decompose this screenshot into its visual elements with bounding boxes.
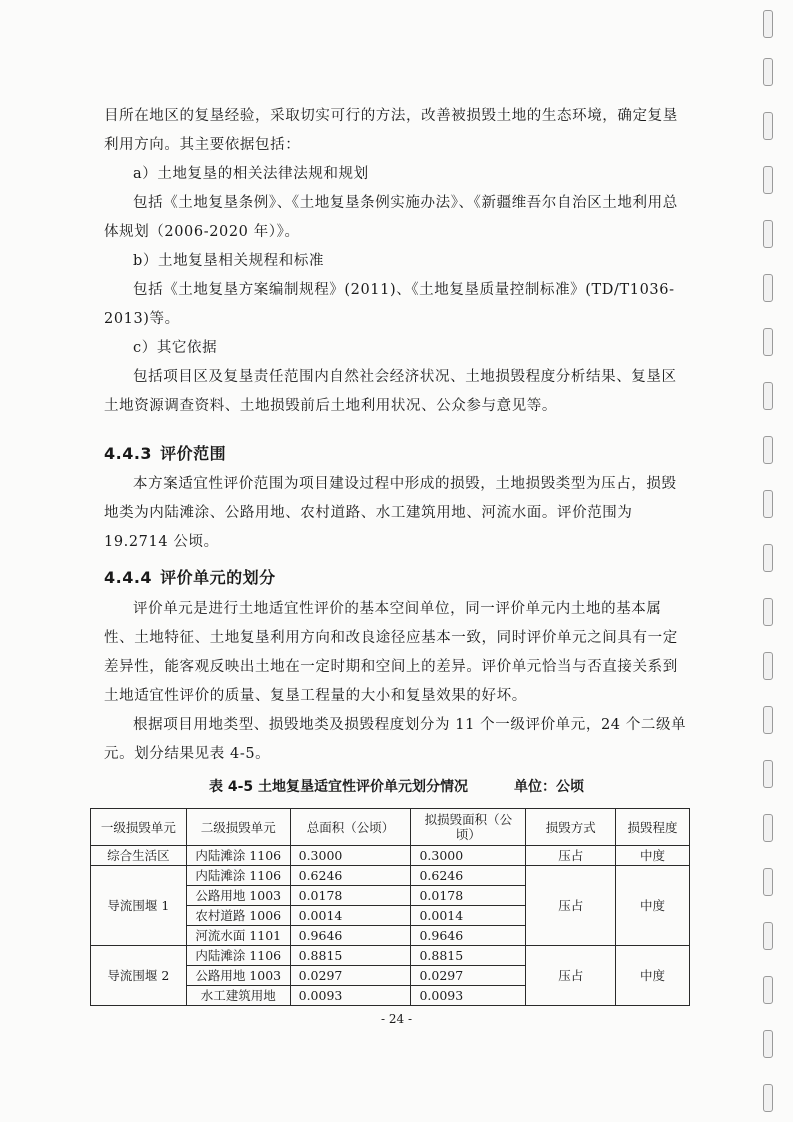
table-row — [91, 846, 690, 866]
section-title: 评价范围 — [160, 444, 227, 463]
paragraph-evaluation-unit-definition: 评价单元是进行土地适宜性评价的基本空间单位，同一评价单元内土地的基本属性、土地特征、土地复垦利用方向和改良途径应基本一致，同时评价单元之间具有一定差异性，能客观反映出土地在一定时期和空间上的差异。评价单元恰当与否直接关系到土地适宜性评价的质量、复垦工程量的大小和复垦效果的好坏。 — [104, 601, 678, 704]
paragraph-basis-a: a）土地复垦的相关法律法规和规划 — [133, 166, 369, 182]
binding-ring — [763, 166, 773, 194]
cell-planned-area: 0.6246 — [411, 866, 526, 886]
cell-damage-method: 压占 — [526, 866, 616, 946]
cell-secondary-unit: 水工建筑用地 — [186, 986, 290, 1006]
header-primary-unit: 一级损毁单元 — [91, 809, 187, 846]
binding-ring — [763, 706, 773, 734]
paragraph-basis-b-detail: 包括《土地复垦方案编制规程》(2011)、《土地复垦质量控制标准》(TD/T1036-2013)等。 — [104, 282, 675, 327]
cell-total-area: 0.0178 — [290, 886, 411, 906]
section-heading-4-4-3 — [104, 441, 226, 464]
paragraph-basis-b: b）土地复垦相关规程和标准 — [133, 253, 325, 269]
cell-planned-area: 0.3000 — [411, 846, 526, 866]
binding-ring — [763, 382, 773, 410]
cell-damage-degree: 中度 — [616, 946, 690, 1006]
binding-ring — [763, 868, 773, 896]
section-number: 4.4.4 — [104, 568, 153, 587]
cell-secondary-unit: 公路用地 1003 — [186, 886, 290, 906]
cell-total-area: 0.0297 — [290, 966, 411, 986]
section-number: 4.4.3 — [104, 444, 153, 463]
paragraph-evaluation-scope: 本方案适宜性评价范围为项目建设过程中形成的损毁，土地损毁类型为压占，损毁地类为内陆滩涂、公路用地、农村道路、水工建筑用地、河流水面。评价范围为 19.2714 公顷。 — [104, 476, 677, 550]
binding-ring — [763, 10, 773, 38]
binding-ring — [763, 220, 773, 248]
table-caption — [0, 776, 793, 796]
binding-ring — [763, 436, 773, 464]
cell-planned-area: 0.0014 — [411, 906, 526, 926]
cell-total-area: 0.8815 — [290, 946, 411, 966]
cell-planned-area: 0.8815 — [411, 946, 526, 966]
cell-total-area: 0.0093 — [290, 986, 411, 1006]
header-secondary-unit: 二级损毁单元 — [186, 809, 290, 846]
cell-total-area: 0.6246 — [290, 866, 411, 886]
table-row — [91, 946, 690, 966]
evaluation-unit-table — [90, 808, 690, 1006]
header-total-area: 总面积（公顷） — [290, 809, 411, 846]
binding-ring — [763, 274, 773, 302]
binding-edge — [763, 0, 779, 1122]
table-header-row — [91, 809, 690, 846]
table-unit: 单位：公顷 — [514, 779, 585, 795]
cell-planned-area: 0.9646 — [411, 926, 526, 946]
cell-secondary-unit: 内陆滩涂 1106 — [186, 866, 290, 886]
section-heading-4-4-4 — [104, 565, 276, 588]
paragraph-basis-c: c）其它依据 — [133, 340, 218, 356]
binding-ring — [763, 814, 773, 842]
cell-damage-method: 压占 — [526, 846, 616, 866]
cell-total-area: 0.9646 — [290, 926, 411, 946]
binding-ring — [763, 112, 773, 140]
binding-ring — [763, 598, 773, 626]
header-damage-degree: 损毁程度 — [616, 809, 690, 846]
cell-primary-unit: 导流围堰 2 — [91, 946, 187, 1006]
table-row — [91, 866, 690, 886]
paragraph-evaluation-unit-division: 根据项目用地类型、损毁地类及损毁程度划分为 11 个一级评价单元，24 个二级单元。划分结果见表 4-5。 — [104, 717, 687, 762]
cell-secondary-unit: 农村道路 1006 — [186, 906, 290, 926]
paragraph-basis-c-detail: 包括项目区及复垦责任范围内自然社会经济状况、土地损毁程度分析结果、复垦区土地资源调查资料、土地损毁前后土地利用状况、公众参与意见等。 — [104, 369, 677, 414]
cell-primary-unit: 综合生活区 — [91, 846, 187, 866]
cell-damage-method: 压占 — [526, 946, 616, 1006]
binding-ring — [763, 58, 773, 86]
cell-damage-degree: 中度 — [616, 866, 690, 946]
cell-planned-area: 0.0178 — [411, 886, 526, 906]
page-number: - 24 - — [380, 1012, 412, 1026]
cell-primary-unit: 导流围堰 1 — [91, 866, 187, 946]
binding-ring — [763, 544, 773, 572]
binding-ring — [763, 1030, 773, 1058]
binding-ring — [763, 976, 773, 1004]
cell-total-area: 0.3000 — [290, 846, 411, 866]
cell-planned-area: 0.0297 — [411, 966, 526, 986]
table-title: 表 4-5 土地复垦适宜性评价单元划分情况 — [208, 779, 469, 795]
section-title: 评价单元的划分 — [160, 568, 276, 587]
cell-damage-degree: 中度 — [616, 846, 690, 866]
paragraph-basis-intro: 目所在地区的复垦经验，采取切实可行的方法，改善被损毁土地的生态环境，确定复垦利用方向。其主要依据包括： — [104, 108, 678, 153]
header-planned-damage-area: 拟损毁面积（公顷） — [411, 809, 526, 846]
cell-secondary-unit: 河流水面 1101 — [186, 926, 290, 946]
paragraph-basis-a-detail: 包括《土地复垦条例》、《土地复垦条例实施办法》、《新疆维吾尔自治区土地利用总体规划（2006-2020 年）》。 — [104, 195, 678, 240]
binding-ring — [763, 1084, 773, 1112]
cell-secondary-unit: 公路用地 1003 — [186, 966, 290, 986]
cell-total-area: 0.0014 — [290, 906, 411, 926]
cell-planned-area: 0.0093 — [411, 986, 526, 1006]
cell-secondary-unit: 内陆滩涂 1106 — [186, 946, 290, 966]
cell-secondary-unit: 内陆滩涂 1106 — [186, 846, 290, 866]
binding-ring — [763, 328, 773, 356]
binding-ring — [763, 652, 773, 680]
binding-ring — [763, 922, 773, 950]
binding-ring — [763, 490, 773, 518]
header-damage-method: 损毁方式 — [526, 809, 616, 846]
